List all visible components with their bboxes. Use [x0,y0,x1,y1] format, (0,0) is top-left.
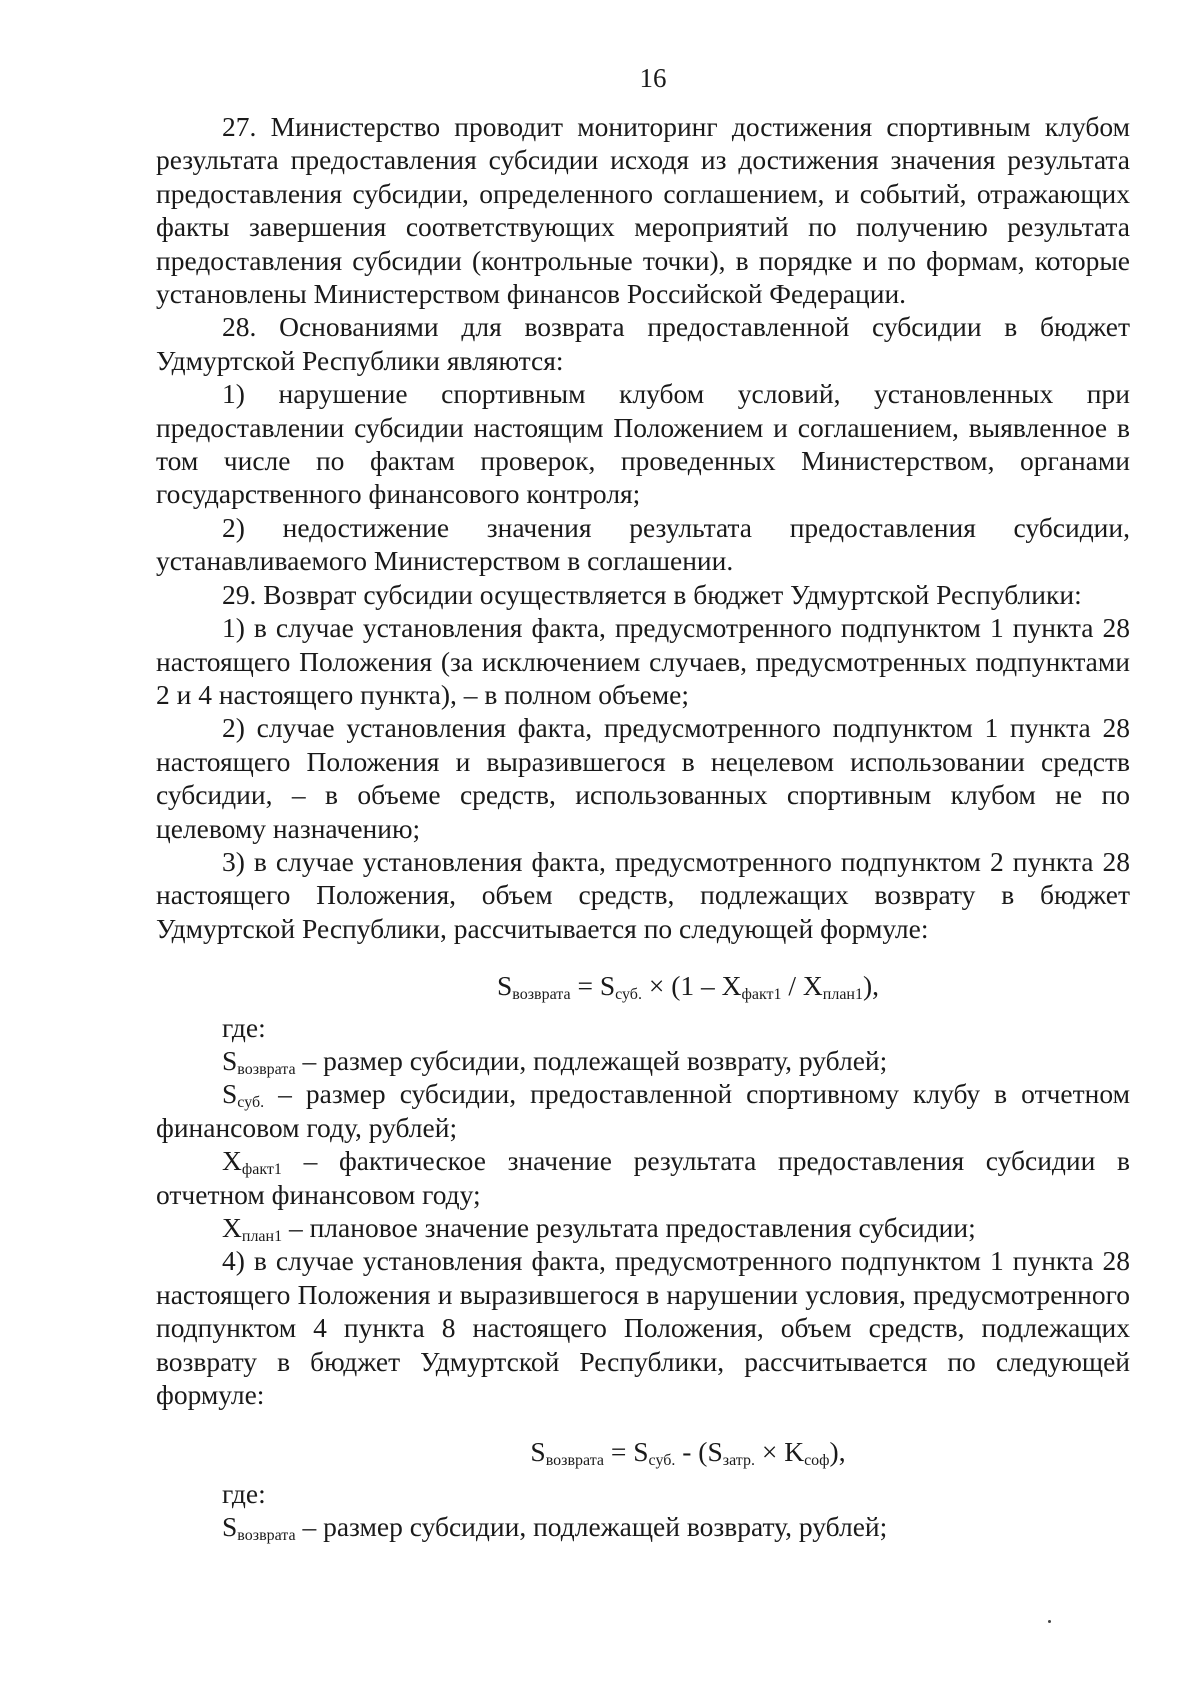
document-body [156,110,1130,1544]
paragraph-28-item-2: 2) недостижение значения результата предоставления субсидии, устанавливаемого Министерством в соглашении. [156,511,1130,577]
def-subscript: возврата [237,1060,296,1078]
paragraph-29-item-3: 3) в случае установления факта, предусмотренного подпунктом 2 пункта 28 настоящего Положения, объем средств, подлежащих возврату в бюджет Удмуртской Республики, рассчитывается по следующей формуле: [156,845,1130,944]
paragraph-27: 27. Министерство проводит мониторинг достижения спортивным клубом результата предоставления субсидии исходя из достижения значения результата предоставления субсидии, определенного соглашением, и событий, отражающих факты завершения соответствующих мероприятий по получению результата предоставления субсидии (контрольные точки), в порядке и по формам, которые установлены Министерством финансов Российской Федерации. [156,111,1130,310]
definition-item [156,1211,1130,1244]
formula-2-times: × K [754,1436,805,1468]
formula-2-mid: - (S [675,1436,723,1468]
formula-2 [156,1435,1130,1468]
paragraph-29-item-2: 2) случае установления факта, предусмотренного подпунктом 1 пункта 28 настоящего Положения и выразившегося в нецелевом использовании средств субсидии, – в объеме средств, использованных спортивным клубом не по целевому назначению; [156,712,1130,844]
definition-item [156,1510,1130,1543]
definition-item [156,1077,1130,1144]
def-symbol: S [222,1044,238,1076]
formula-1-eq: = [570,970,600,1002]
definitions-2 [156,1510,1130,1543]
formula-2-sub-sub: суб. [648,1452,676,1470]
formula-2-sub-vozvrata: возврата [545,1452,604,1470]
formula-2-eq: = [603,1436,634,1468]
formula-2-sub-zatr: затр. [722,1452,755,1470]
formula-1-s2: S [599,970,616,1002]
formula-2-end: ), [829,1436,846,1468]
def-subscript: план1 [241,1228,283,1245]
def-text: – размер субсидии, подлежащей возврату, рублей; [295,1511,888,1543]
formula-1-sub-plan: план1 [822,986,863,1004]
formula-1-slash: / X [781,970,823,1002]
formula-2-s2: S [633,1436,649,1468]
def-subscript: суб. [237,1094,265,1112]
formula-1-mid: × (1 – X [641,970,742,1002]
formula-2-s: S [530,1436,546,1468]
formula-1-sub-fact: факт1 [741,986,782,1004]
paragraph-29: 29. Возврат субсидии осуществляется в бюджет Удмуртской Республики: [222,578,1082,610]
paragraph-29-item-1: 1) в случае установления факта, предусмотренного подпунктом 1 пункта 28 настоящего Положения (за исключением случаев, предусмотренных подпунктами 2 и 4 настоящего пункта), – в полном объеме; [156,612,1130,710]
formula-1-s: S [496,970,513,1002]
def-text: – размер субсидии, предоставленной спортивному клубу в отчетном финансовом году, рублей; [156,1078,1130,1143]
formula-1-end: ), [862,970,880,1002]
def-symbol: X [222,1145,242,1177]
formula-1-sub-vozvrata: возврата [512,986,571,1004]
definitions-1 [156,1044,1130,1244]
def-text: – фактическое значение результата предоставления субсидии в отчетном финансовом году; [156,1145,1130,1210]
def-text: – размер субсидии, подлежащей возврату, рублей; [295,1044,888,1076]
paragraph-29-item-4: 4) в случае установления факта, предусмотренного подпунктом 1 пункта 28 настоящего Положения и выразившегося в нарушении условия, предусмотренного подпунктом 4 пункта 8 настоящего Положения, объем средств, подлежащих возврату в бюджет Удмуртской Республики, рассчитывается по следующей формуле: [156,1245,1130,1411]
page-number: 16 [639,63,667,93]
where-label-1: где: [222,1011,266,1043]
def-subscript: возврата [237,1527,296,1545]
def-symbol: S [222,1078,238,1110]
def-symbol: S [222,1511,238,1543]
definition-item [156,1144,1130,1211]
def-text: – плановое значение результата предоставления субсидии; [282,1212,976,1243]
formula-2-sub-sof: соф [804,1452,830,1470]
paragraph-28-item-1: 1) нарушение спортивным клубом условий, установленных при предоставлении субсидии настоящим Положением и соглашением, выявленное в том числе по фактам проверок, проведенных Министерством, органами государственного финансового контроля; [156,378,1130,510]
def-symbol: X [222,1212,242,1243]
formula-1-sub-sub: суб. [615,986,642,1004]
def-subscript: факт1 [241,1161,282,1179]
definition-item [156,1044,1130,1077]
scan-speck [1048,1620,1051,1623]
paragraph-28: 28. Основаниями для возврата предоставленной субсидии в бюджет Удмуртской Республики являются: [156,311,1130,376]
where-label-2: где: [222,1477,266,1509]
formula-1 [156,969,1130,1002]
